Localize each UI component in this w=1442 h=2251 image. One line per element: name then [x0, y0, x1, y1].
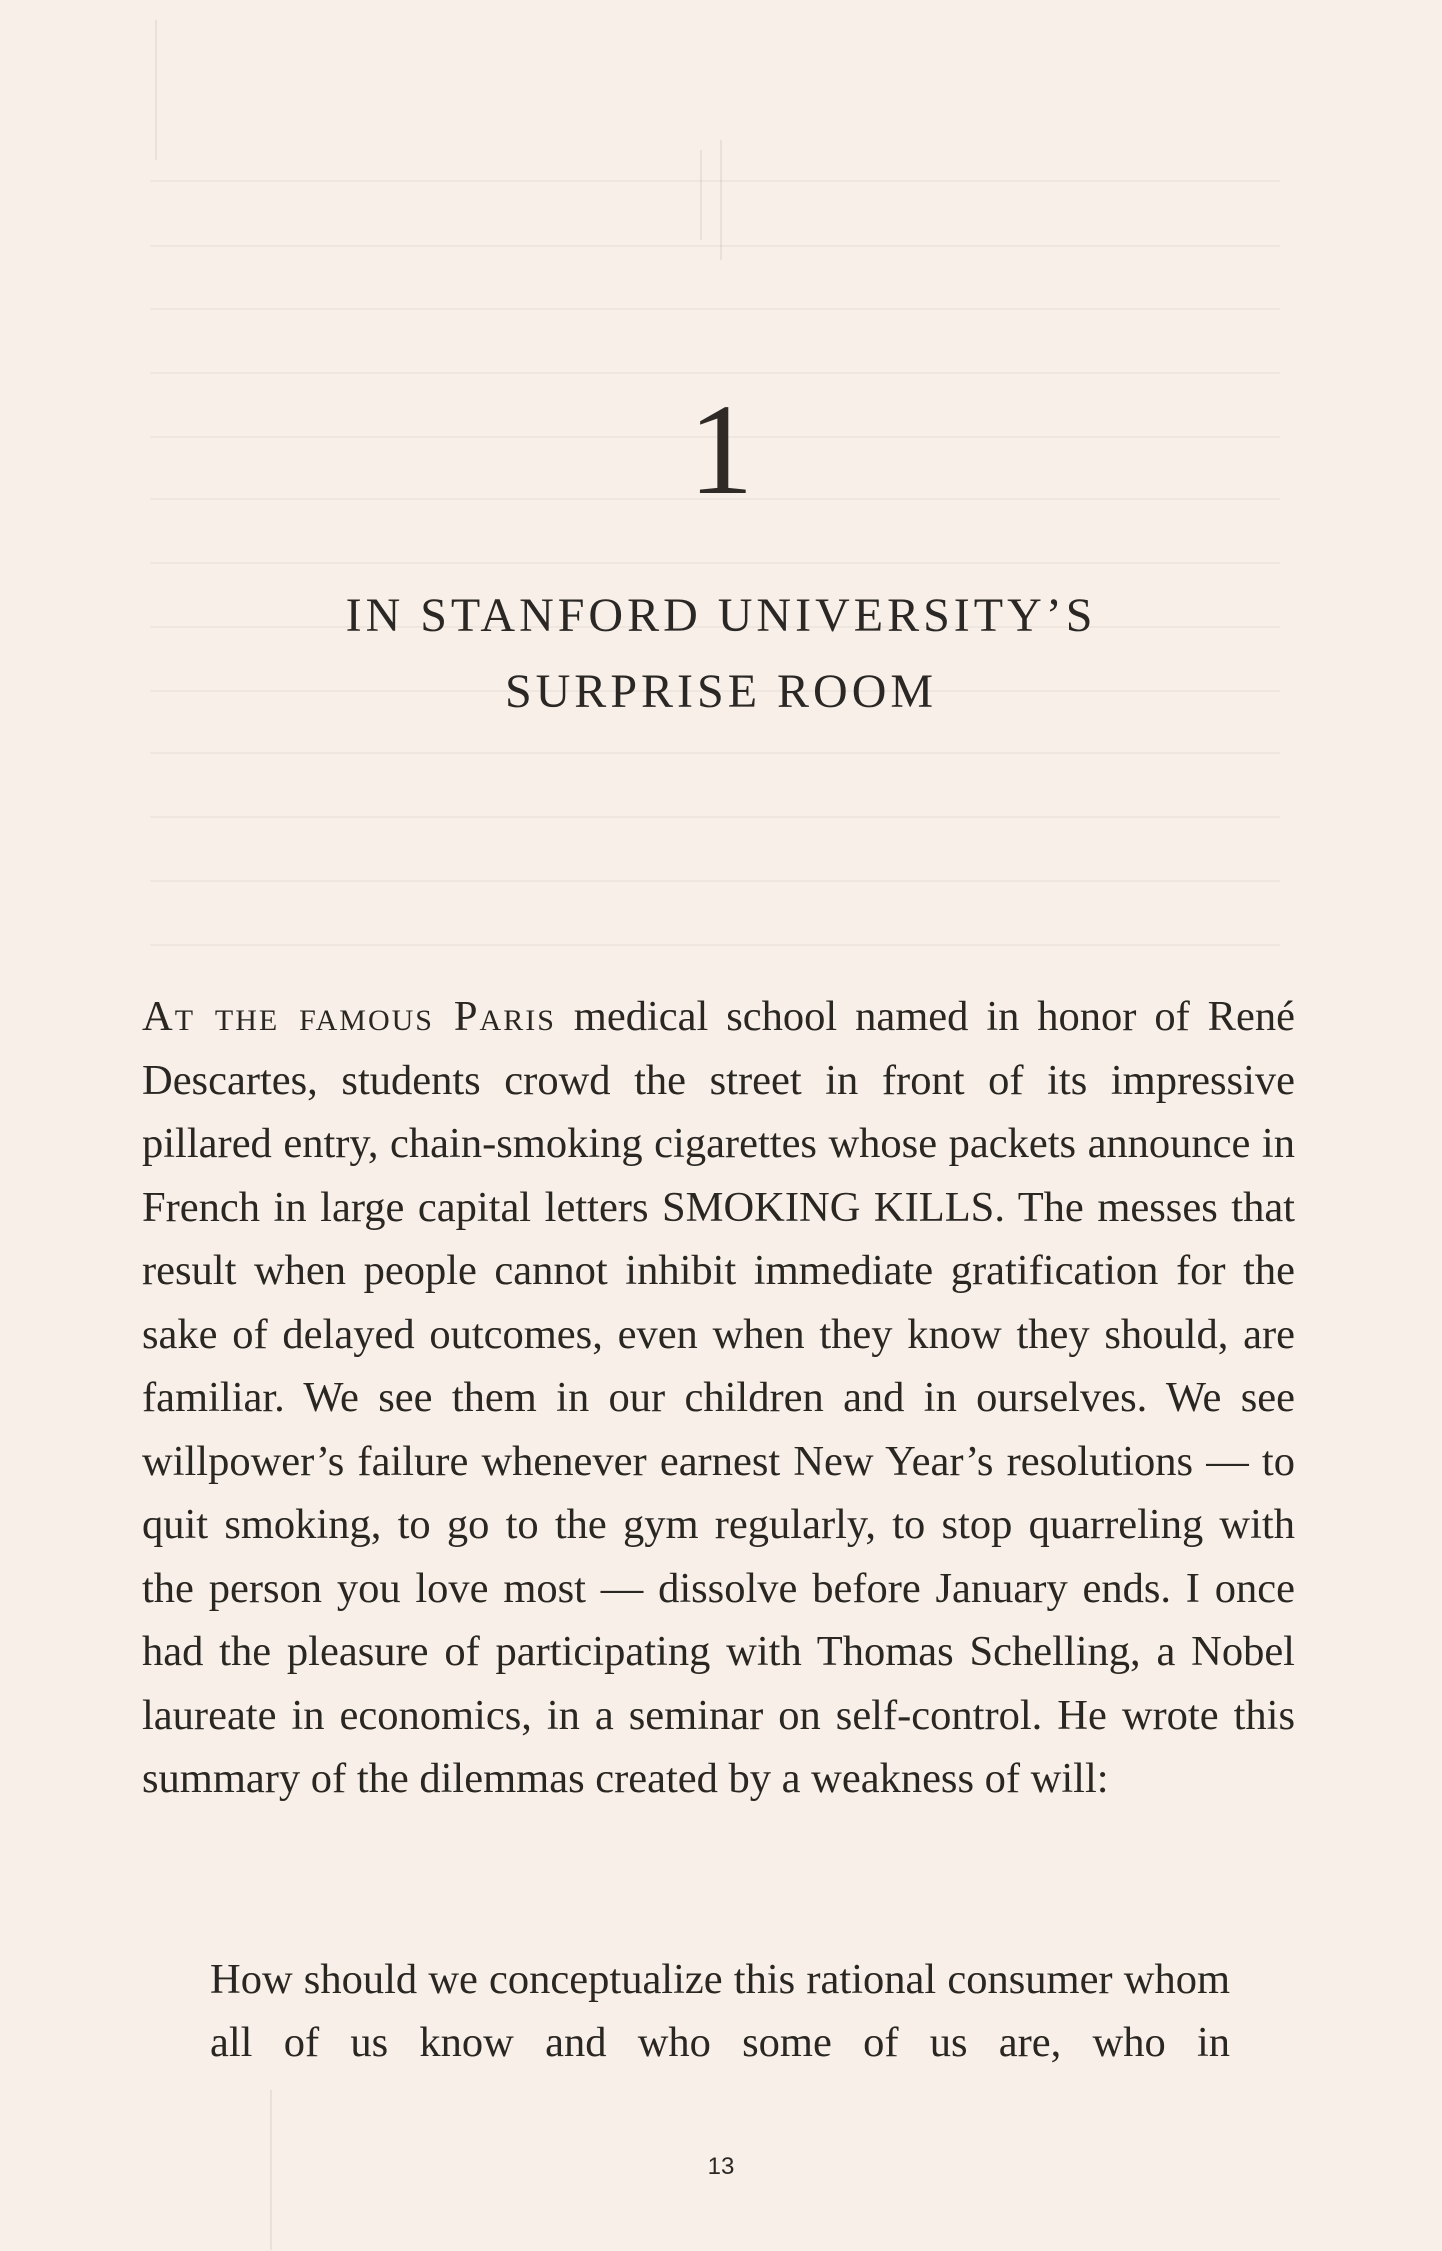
page-number: 13 — [707, 2153, 735, 2180]
body-paragraph — [142, 985, 1295, 1811]
paragraph-text: medical school named in honor of René Descartes, students crowd the street in front of its impressive pillared entry, chain-smoking cigarettes whose packets announce in French in large capital letters SMOKING KILLS. The messes that result when people cannot inhibit immediate gratification for the sake of delayed outcomes, even when they know they should, are familiar. We see them in our children and in ourselves. We see willpower’s failure whenever earnest New Year’s resolutions — to quit smoking, to go to the gym regularly, to stop quarreling with the person you love most — dissolve before January ends. I once had the pleasure of participating with Thomas Schelling, a Nobel laureate in economics, in a seminar on self-control. He wrote this summary of the dilemmas created by a weakness of will: — [142, 993, 1295, 1802]
chapter-title-line-1: IN STANFORD UNIVERSITY’S — [345, 589, 1097, 642]
lead-in-smallcaps: At the famous Paris — [142, 993, 556, 1040]
chapter-title-line-2: SURPRISE ROOM — [504, 665, 938, 718]
chapter-number: 1 — [688, 378, 754, 522]
chapter-title — [0, 578, 1442, 730]
block-quote: How should we conceptualize this rational consumer whom all of us know and who some of us are, who in — [210, 1956, 1230, 2066]
